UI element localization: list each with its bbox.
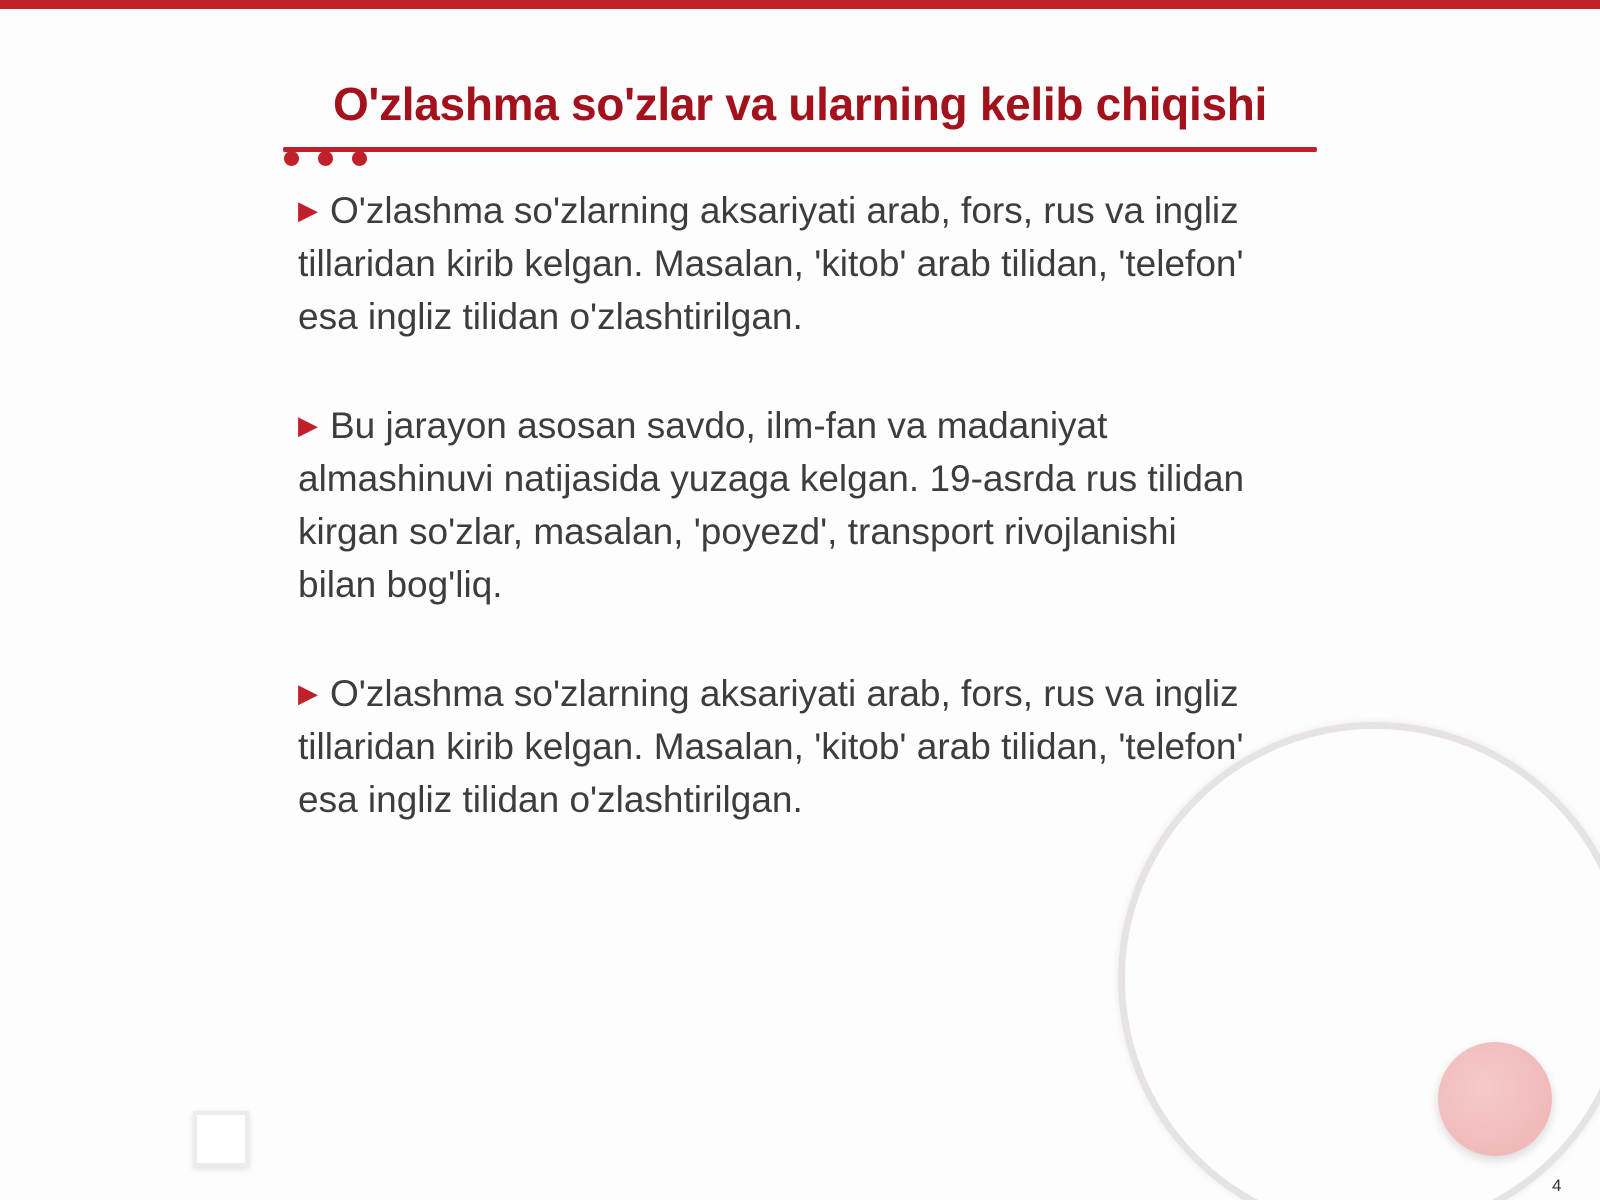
bullet-item [298,399,1258,611]
title-dots-decoration [284,151,374,167]
bullet-text: O'zlashma so'zlarning aksariyati arab, fors, rus va ingliz tillaridan kirib kelgan. Masalan, 'kitob' arab tilidan, 'telefon' esa ingliz tilidan o'zlashtirilgan. [298,190,1244,337]
page-number: 4 [1552,1176,1562,1195]
dot-icon [318,151,333,166]
red-triangle-arrow-icon: ▶ [298,410,318,440]
top-accent-bar [0,0,1600,9]
red-triangle-arrow-icon: ▶ [298,195,318,225]
dot-icon [284,151,299,166]
slide-title: O'zlashma so'zlar va ularning kelib chiqishi [332,78,1268,130]
red-triangle-arrow-icon: ▶ [298,678,318,708]
bullet-text: O'zlashma so'zlarning aksariyati arab, fors, rus va ingliz tillaridan kirib kelgan. Masalan, 'kitob' arab tilidan, 'telefon' esa ingliz tilidan o'zlashtirilgan. [298,673,1244,820]
bullet-text: Bu jarayon asosan savdo, ilm-fan va madaniyat almashinuvi natijasida yuzaga kelgan. 19-asrda rus tilidan kirgan so'zlar, masalan, 'poyezd', transport rivojlanishi bilan bog'liq. [298,405,1245,605]
decorative-pink-circle [1438,1042,1552,1156]
dot-icon [352,151,367,166]
decorative-square [193,1111,249,1167]
bullet-item [298,667,1258,826]
bullet-list [298,184,1258,882]
bullet-item [298,184,1258,343]
title-underline [283,147,1317,152]
